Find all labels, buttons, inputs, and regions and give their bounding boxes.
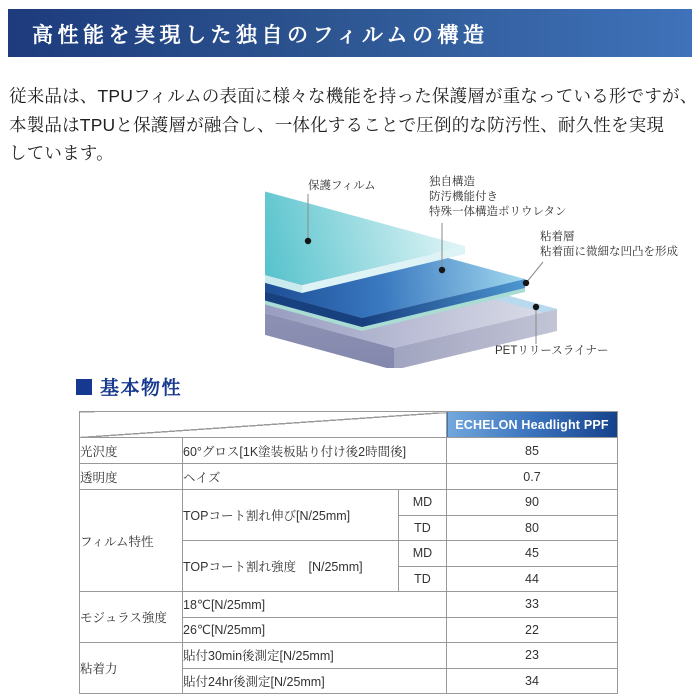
condition-cell: 18℃[N/25mm]: [183, 592, 447, 618]
value-cell: 80: [447, 515, 618, 541]
property-cell: 光沢度: [80, 438, 183, 464]
table-corner-cell: [80, 412, 447, 438]
film-structure-diagram: [225, 170, 700, 370]
intro-paragraph: [9, 82, 698, 168]
product-column-header: ECHELON Headlight PPF: [447, 412, 618, 438]
square-bullet-icon: [76, 379, 92, 395]
label-adhesive-layer-line: 粘着層: [540, 231, 575, 243]
value-cell: 23: [447, 643, 618, 669]
label-adhesive-layer-line: 粘着面に微細な凹凸を形成: [540, 246, 678, 258]
property-cell: モジュラス強度: [80, 592, 183, 643]
label-unique-structure-line: 防汚機能付き: [429, 191, 498, 203]
condition-cell: 60°グロス[1K塗装板貼り付け後2時間後]: [183, 438, 447, 464]
value-cell: 33: [447, 592, 618, 618]
title-banner: [8, 9, 692, 57]
intro-line: しています。: [9, 143, 114, 163]
condition-cell: 貼付30min後測定[N/25mm]: [183, 643, 447, 669]
condition-cell: 26℃[N/25mm]: [183, 617, 447, 643]
label-pet-release-liner: PETリリースライナー: [495, 345, 609, 357]
label-unique-structure-line: 独自構造: [429, 176, 475, 188]
property-cell: 粘着力: [80, 643, 183, 694]
label-unique-structure-line: 特殊一体構造ポリウレタン: [429, 206, 567, 218]
condition-cell: 貼付24hr後測定[N/25mm]: [183, 668, 447, 694]
value-cell: 90: [447, 490, 618, 516]
page-title: 高性能を実現した独自のフィルムの構造: [32, 23, 489, 47]
spec-table: [79, 411, 618, 694]
value-cell: 0.7: [447, 464, 618, 490]
label-protective-film: 保護フィルム: [308, 180, 376, 192]
condition-cell: ヘイズ: [183, 464, 447, 490]
intro-line: 従来品は、TPUフィルムの表面に様々な機能を持った保護層が重なっている形ですが、: [9, 86, 698, 106]
property-cell: フィルム特性: [80, 490, 183, 592]
direction-cell: MD: [399, 490, 447, 516]
property-cell: 透明度: [80, 464, 183, 490]
intro-line: 本製品はTPUと保護層が融合し、一体化することで圧倒的な防汚性、耐久性を実現: [9, 114, 665, 135]
direction-cell: TD: [399, 515, 447, 541]
condition-cell: TOPコート割れ強度 [N/25mm]: [183, 541, 399, 592]
direction-cell: MD: [399, 541, 447, 567]
value-cell: 45: [447, 541, 618, 567]
label-adhesive-layer: [540, 230, 678, 260]
value-cell: 34: [447, 668, 618, 694]
condition-cell: TOPコート割れ伸び[N/25mm]: [183, 490, 399, 541]
value-cell: 85: [447, 438, 618, 464]
value-cell: 44: [447, 566, 618, 592]
direction-cell: TD: [399, 566, 447, 592]
section-title: 基本物性: [100, 378, 183, 399]
section-heading: [76, 373, 182, 400]
label-unique-structure: [429, 175, 567, 220]
value-cell: 22: [447, 617, 618, 643]
